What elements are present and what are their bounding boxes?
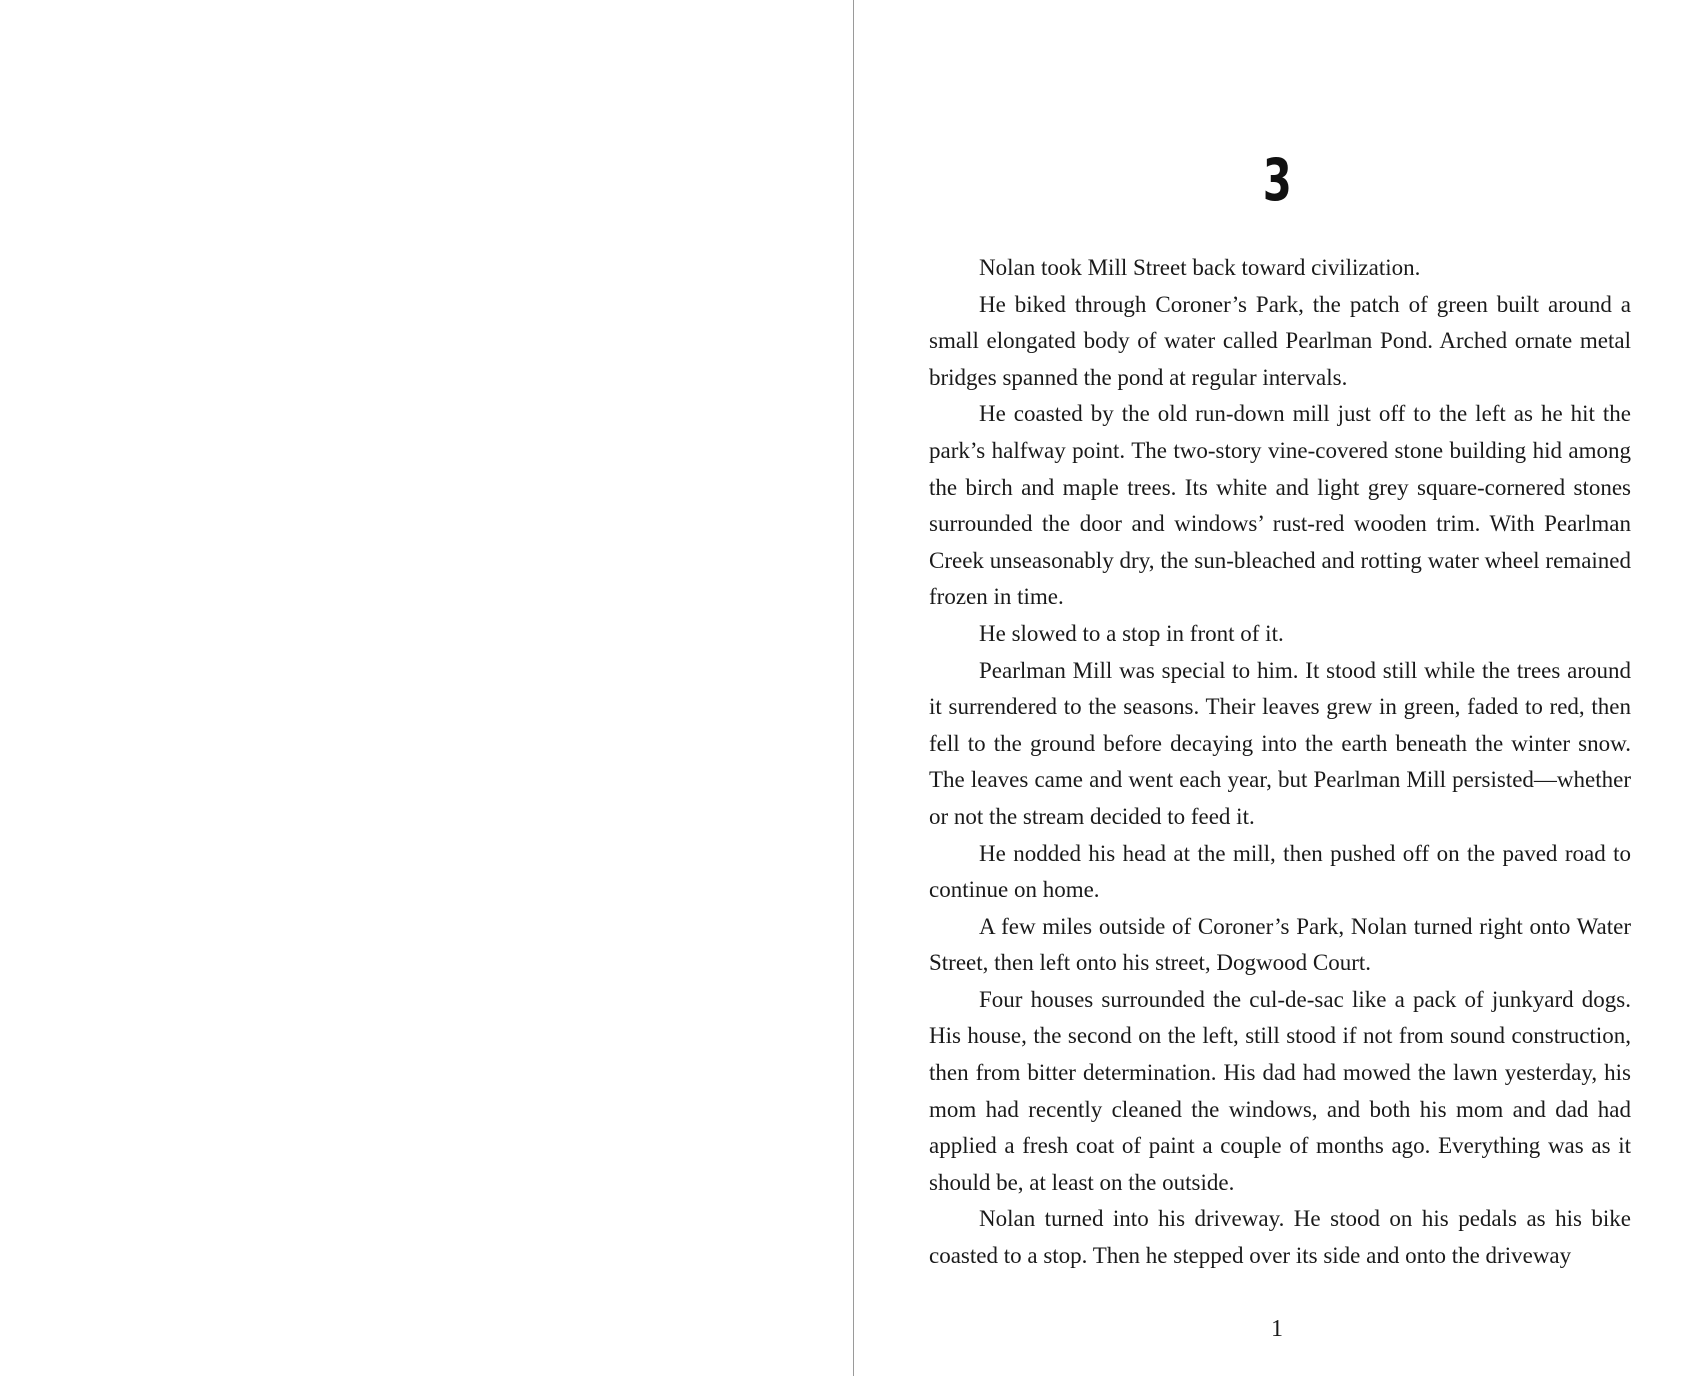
chapter-body-text xyxy=(929,250,1631,1275)
page-number: 1 xyxy=(1271,1316,1283,1342)
paragraph: He biked through Coroner’s Park, the patch of green built around a small elongated body of water called Pearlman Pond. Arched ornate metal bridges spanned the pond at regular intervals. xyxy=(929,291,1631,390)
chapter-number: 3 xyxy=(1262,146,1292,214)
paragraph: Nolan took Mill Street back toward civilization. xyxy=(979,255,1421,280)
paragraph: He slowed to a stop in front of it. xyxy=(979,620,1284,646)
paragraph: Pearlman Mill was special to him. It stood still while the trees around it surrendered to the seasons. Their leaves grew in green, faded to red, then fell to the ground before decaying into the earth beneath the winter snow. The leaves came and went each year, but Pearlman Mill persisted—whether or not the stream decided to feed it. xyxy=(929,657,1631,829)
paragraph: A few miles outside of Coroner’s Park, Nolan turned right onto Water Street, then left onto his street, Dogwood Court. xyxy=(929,913,1631,976)
paragraph: He coasted by the old run-down mill just off to the left as he hit the park’s halfway point. The two-story vine-covered stone building hid among the birch and maple trees. Its white and light grey square-cornered stones surrounded the door and windows’ rust-red wooden trim. With Pearlman Creek unseasonably dry, the sun-bleached and rotting water wheel remained frozen in time. xyxy=(929,401,1631,610)
paragraph: Four houses surrounded the cul-de-sac like a pack of junkyard dogs. His house, the second on the left, still stood if not from sound construction, then from bitter determination. His dad had mowed the lawn yesterday, his mom had recently cleaned the windows, and both his mom and dad had applied a fresh coat of paint a couple of months ago. Everything was as it should be, at least on the outside. xyxy=(929,986,1631,1195)
paragraph: He nodded his head at the mill, then pushed off on the paved road to continue on home. xyxy=(929,840,1631,903)
paragraph: Nolan turned into his driveway. He stood on his pedals as his bike coasted to a stop. Then he stepped over its side and onto the driveway xyxy=(929,1206,1631,1269)
right-page xyxy=(854,0,1700,1376)
